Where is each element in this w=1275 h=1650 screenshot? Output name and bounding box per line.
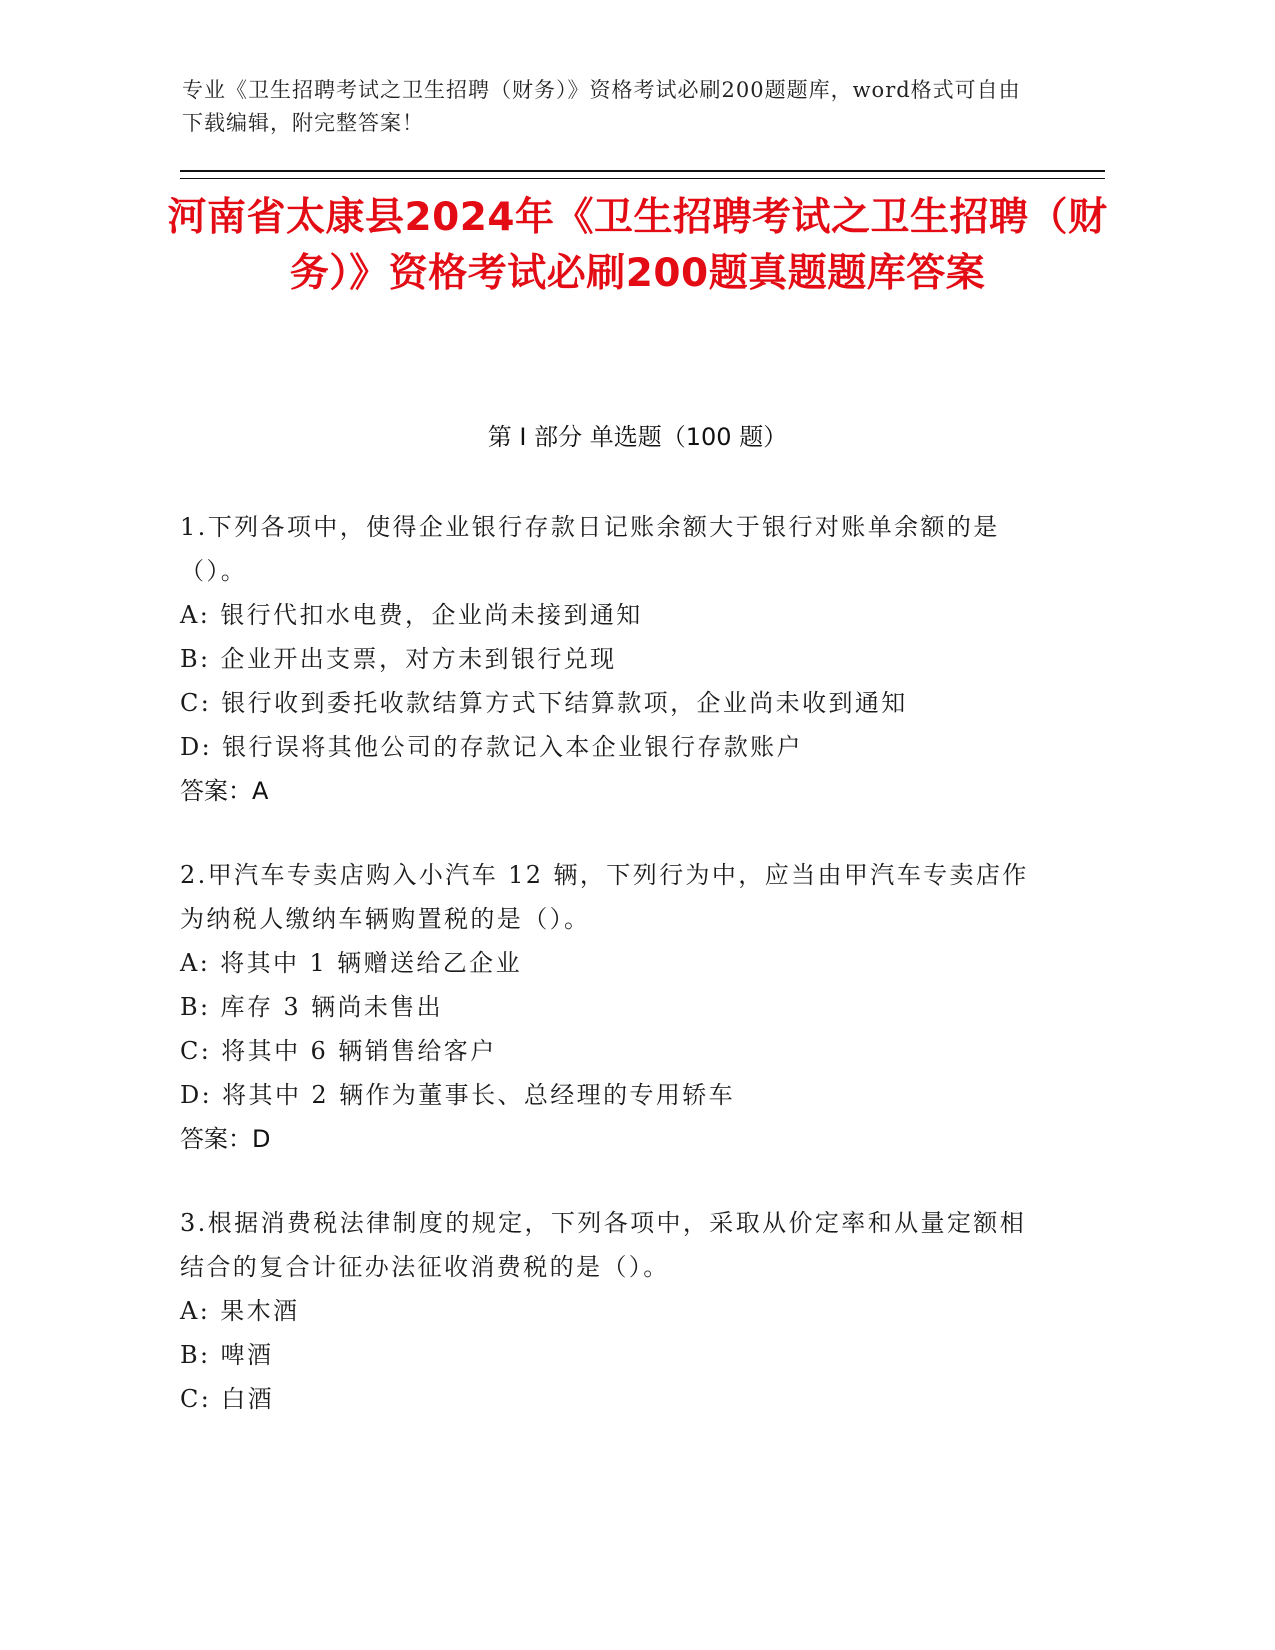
option-c: C: 银行收到委托收款结算方式下结算款项，企业尚未收到通知 xyxy=(180,689,908,717)
question-stem: 1.下列各项中，使得企业银行存款日记账余额大于银行对账单余额的是（）。 xyxy=(180,513,1000,585)
document-title: 河南省太康县2024年《卫生招聘考试之卫生招聘（财务）》资格考试必刷200题真题题库答案 xyxy=(167,195,1108,296)
header-divider-thick xyxy=(180,170,1105,172)
option-b: B: 啤酒 xyxy=(180,1341,274,1369)
option-d: D: 银行误将其他公司的存款记入本企业银行存款账户 xyxy=(180,733,803,761)
question-3 xyxy=(180,1201,1040,1421)
option-c: C: 白酒 xyxy=(180,1385,275,1413)
option-a: A: 果木酒 xyxy=(180,1297,300,1325)
answer: 答案：A xyxy=(180,777,269,805)
option-b: B: 企业开出支票，对方未到银行兑现 xyxy=(180,645,617,673)
option-b: B: 库存 3 辆尚未售出 xyxy=(180,993,444,1021)
question-stem: 2.甲汽车专卖店购入小汽车 12 辆，下列行为中，应当由甲汽车专卖店作为纳税人缴纳车辆购置税的是（）。 xyxy=(180,861,1029,933)
header-divider-thin xyxy=(180,178,1105,179)
question-2 xyxy=(180,853,1040,1161)
option-a: A: 银行代扣水电费，企业尚未接到通知 xyxy=(180,601,643,629)
answer: 答案：D xyxy=(180,1125,271,1153)
question-list xyxy=(180,505,1040,1461)
question-stem: 3.根据消费税法律制度的规定，下列各项中，采取从价定率和从量定额相结合的复合计征办法征收消费税的是（）。 xyxy=(180,1209,1027,1281)
question-1 xyxy=(180,505,1040,813)
option-c: C: 将其中 6 辆销售给客户 xyxy=(180,1037,497,1065)
option-a: A: 将其中 1 辆赠送给乙企业 xyxy=(180,949,522,977)
header-note: 专业《卫生招聘考试之卫生招聘（财务）》资格考试必刷200题题库，word格式可自由下载编辑，附完整答案！ xyxy=(182,78,1021,135)
section-title: 第 I 部分 单选题（100 题） xyxy=(487,423,788,451)
option-d: D: 将其中 2 辆作为董事长、总经理的专用轿车 xyxy=(180,1081,736,1109)
